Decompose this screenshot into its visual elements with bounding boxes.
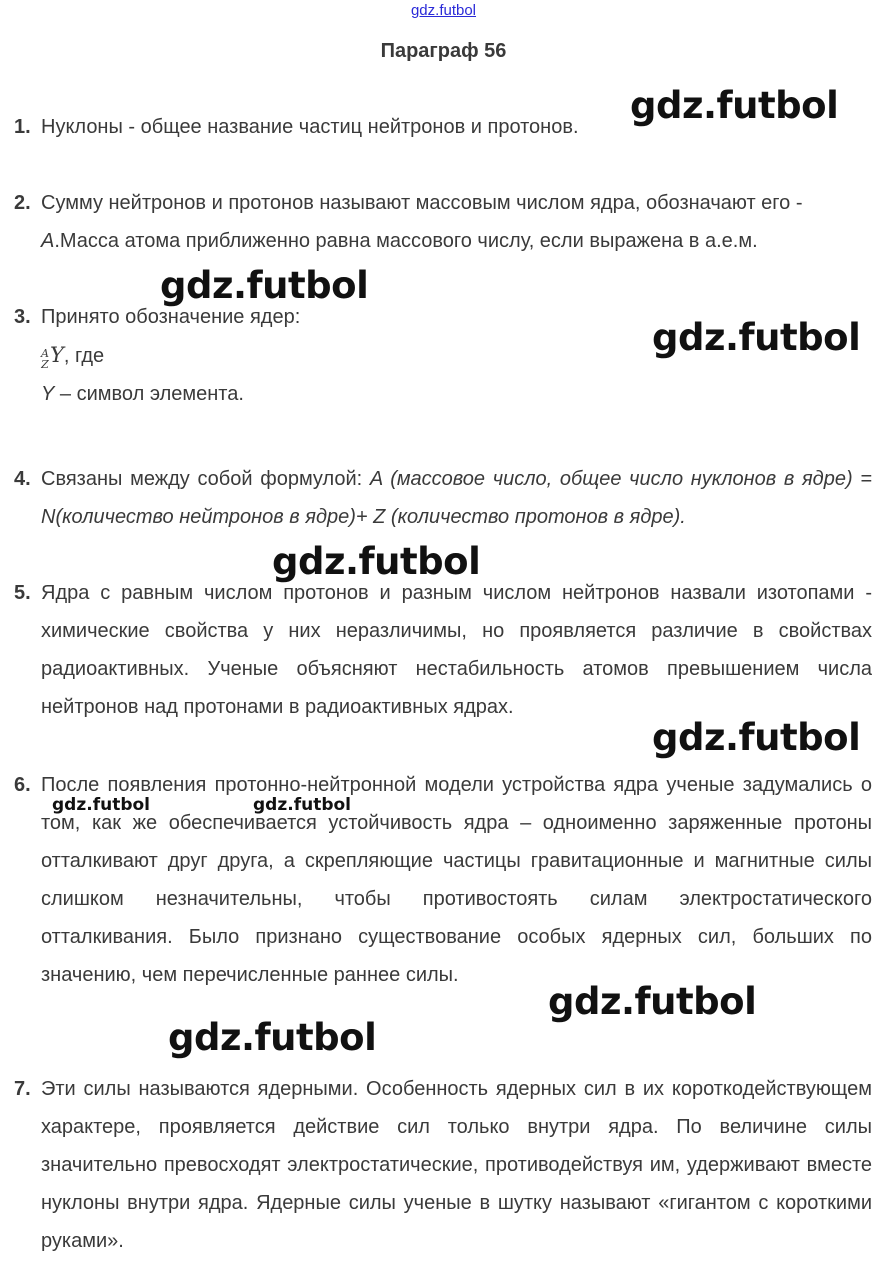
answer-item-7 bbox=[14, 1070, 872, 1260]
watermark: gdz.futbol bbox=[160, 264, 369, 307]
nucleon-formula: A (массовое число, общее число нуклонов в ядре) = N(количество нейтронов в ядре)+ Z (количество протонов в ядре). bbox=[41, 468, 872, 528]
item-number: 2. bbox=[14, 192, 31, 214]
answer-item-4 bbox=[14, 460, 872, 536]
item-text: Сумму нейтронов и протонов называют массовым числом ядра, обозначают его - A.Масса атома приближенно равна массового числу, если выражена в а.е.м. bbox=[41, 192, 803, 252]
watermark: gdz.futbol bbox=[52, 795, 150, 815]
item-text: После появления протонно-нейтронной модели устройства ядра ученые задумались о том, как же обеспечивается устойчивость ядра – одноименно заряженные протоны отталкивают друг друга, а скрепляющие частицы гравитационные и магнитные силы слишком незначительны, чтобы противостоять силам электростатического отталкивания. Было признано существование особых ядерных сил, больших по значению, чем перечисленные раннее силы. bbox=[41, 774, 872, 986]
item-text: Принято обозначение ядер: bbox=[41, 306, 301, 328]
item-number: 1. bbox=[14, 116, 31, 138]
watermark: gdz.futbol bbox=[272, 540, 481, 583]
answer-item-2 bbox=[14, 184, 872, 260]
item-text: Y – символ элемента. bbox=[41, 383, 244, 405]
watermark: gdz.futbol bbox=[253, 795, 351, 815]
watermark: gdz.futbol bbox=[548, 980, 757, 1023]
item-text: Нуклоны - общее название частиц нейтронов и протонов. bbox=[41, 116, 579, 138]
item-number: 5. bbox=[14, 582, 31, 604]
item-number: 7. bbox=[14, 1078, 31, 1100]
item-number: 3. bbox=[14, 306, 31, 328]
answer-item-5 bbox=[14, 574, 872, 726]
site-link[interactable]: gdz.futbol bbox=[410, 2, 477, 19]
watermark: gdz.futbol bbox=[652, 316, 861, 359]
item-number: 6. bbox=[14, 774, 31, 796]
page-title: Параграф 56 bbox=[380, 40, 507, 62]
mass-number-symbol: A bbox=[41, 230, 55, 252]
nucleus-notation: A Z Y, где bbox=[41, 343, 105, 371]
watermark: gdz.futbol bbox=[168, 1016, 377, 1059]
item-text: Связаны между собой формулой: A (массовое число, общее число нуклонов в ядре) = N(количество нейтронов в ядре)+ Z (количество протонов в ядре). bbox=[41, 468, 872, 528]
watermark: gdz.futbol bbox=[630, 84, 839, 127]
item-number: 4. bbox=[14, 468, 31, 490]
item-text: Эти силы называются ядерными. Особенность ядерных сил в их короткодействующем характере, проявляется действие сил только внутри ядра. По величине силы значительно превосходят электростатические, противодействуя им, удерживают вместе нуклоны внутри ядра. Ядерные силы ученые в шутку называют «гигантом с короткими руками». bbox=[41, 1078, 872, 1252]
watermark: gdz.futbol bbox=[652, 716, 861, 759]
item-text: Ядра с равным числом протонов и разным числом нейтронов назвали изотопами - химические свойства у них неразличимы, но проявляется различие в свойствах радиоактивных. Ученые объясняют нестабильность атомов превышением числа нейтронов над протонами в радиоактивных ядрах. bbox=[41, 582, 872, 718]
